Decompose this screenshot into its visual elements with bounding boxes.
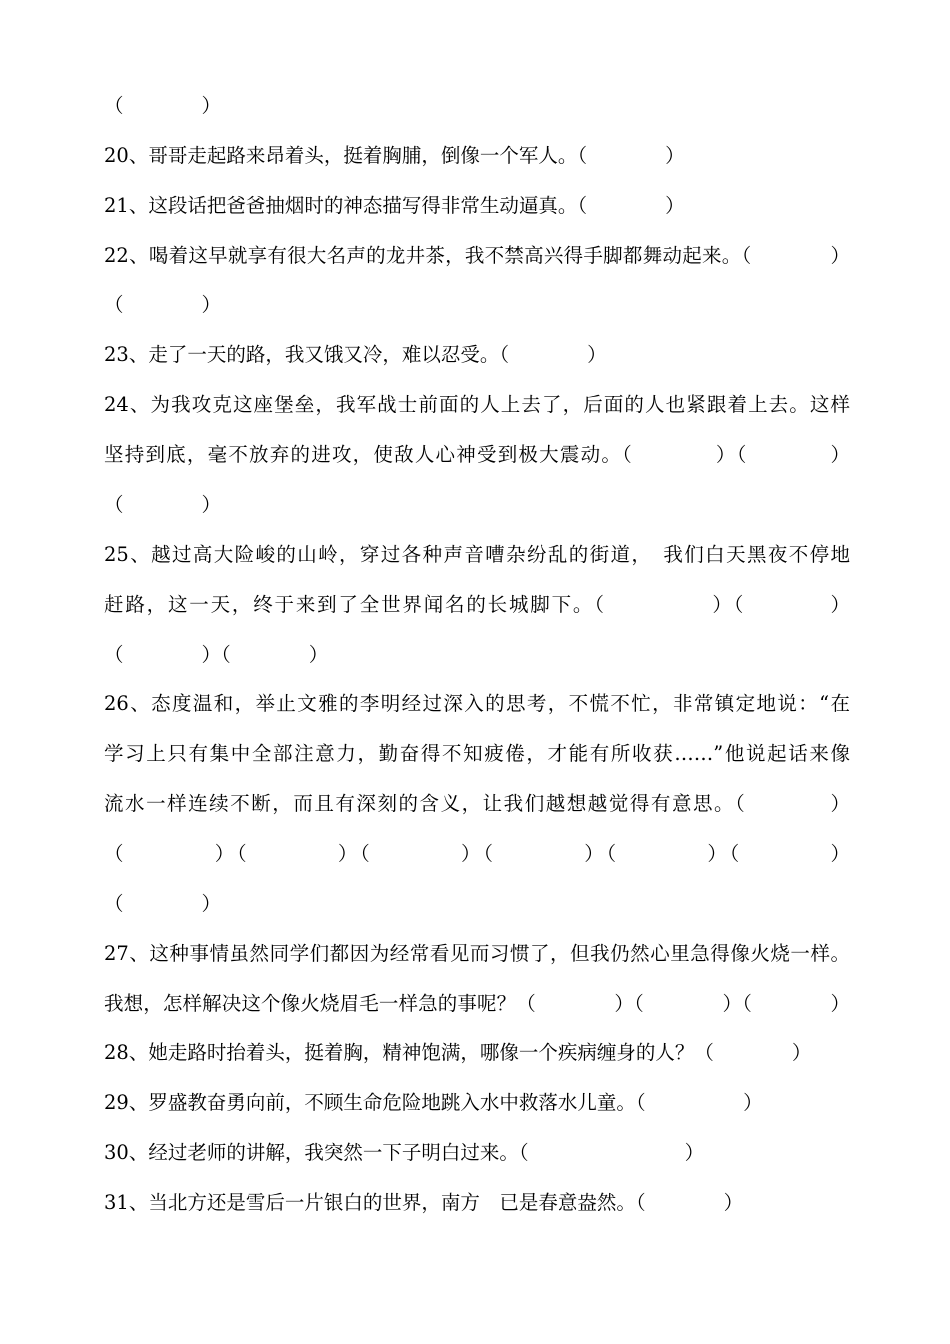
question-23: 23、走了一天的路，我又饿又冷，难以忍受。（ ） — [104, 343, 607, 366]
answer-blank-line: （ ） — [104, 94, 222, 117]
question-26-line-3: 流水一样连续不断，而且有深刻的含义，让我们越想越觉得有意思。（ ） — [104, 792, 850, 815]
question-25-line-2: 赶路，这一天，终于来到了全世界闻名的长城脚下。（ ）（ ） — [104, 593, 850, 616]
question-25-line-1: 25、越过高大险峻的山岭，穿过各种声音嘈杂纷乱的街道， 我们白天黑夜不停地 — [104, 543, 850, 566]
answer-blank-line: （ ） — [104, 293, 222, 316]
question-31: 31、当北方还是雪后一片银白的世界，南方 已是春意盎然。（ ） — [104, 1191, 744, 1214]
question-27-line-1: 27、这种事情虽然同学们都因为经常看见而习惯了，但我仍然心里急得像火烧一样。 — [104, 942, 850, 965]
question-22: 22、喝着这早就享有很大名声的龙井茶，我不禁高兴得手脚都舞动起来。（ ） — [104, 244, 850, 267]
question-24-line-2: 坚持到底，毫不放弃的进攻，使敌人心神受到极大震动。（ ）（ ） — [104, 443, 850, 466]
answer-blank-line: （ ）（ ）（ ）（ ）（ ）（ ） — [104, 842, 850, 865]
question-28: 28、她走路时抬着头，挺着胸，精神饱满，哪像一个疾病缠身的人？（ ） — [104, 1041, 812, 1064]
question-26-line-2: 学习上只有集中全部注意力，勤奋得不知疲倦，才能有所收获……”他说起话来像 — [104, 742, 850, 765]
question-21: 21、这段话把爸爸抽烟时的神态描写得非常生动逼真。（ ） — [104, 194, 685, 217]
question-30: 30、经过老师的讲解，我突然一下子明白过来。（ ） — [104, 1141, 705, 1164]
answer-blank-line: （ ） — [104, 493, 222, 516]
question-27-line-2: 我想，怎样解决这个像火烧眉毛一样急的事呢？（ ）（ ）（ ） — [104, 992, 850, 1015]
answer-blank-line: （ ） — [104, 892, 222, 915]
question-24-line-1: 24、为我攻克这座堡垒，我军战士前面的人上去了，后面的人也紧跟着上去。这样 — [104, 393, 850, 416]
question-20: 20、哥哥走起路来昂着头，挺着胸脯，倒像一个军人。（ ） — [104, 144, 685, 167]
question-26-line-1: 26、态度温和，举止文雅的李明经过深入的思考，不慌不忙，非常镇定地说：“在 — [104, 692, 850, 715]
answer-blank-line: （ ）（ ） — [104, 643, 329, 666]
question-29: 29、罗盛教奋勇向前，不顾生命危险地跳入水中救落水儿童。（ ） — [104, 1091, 763, 1114]
